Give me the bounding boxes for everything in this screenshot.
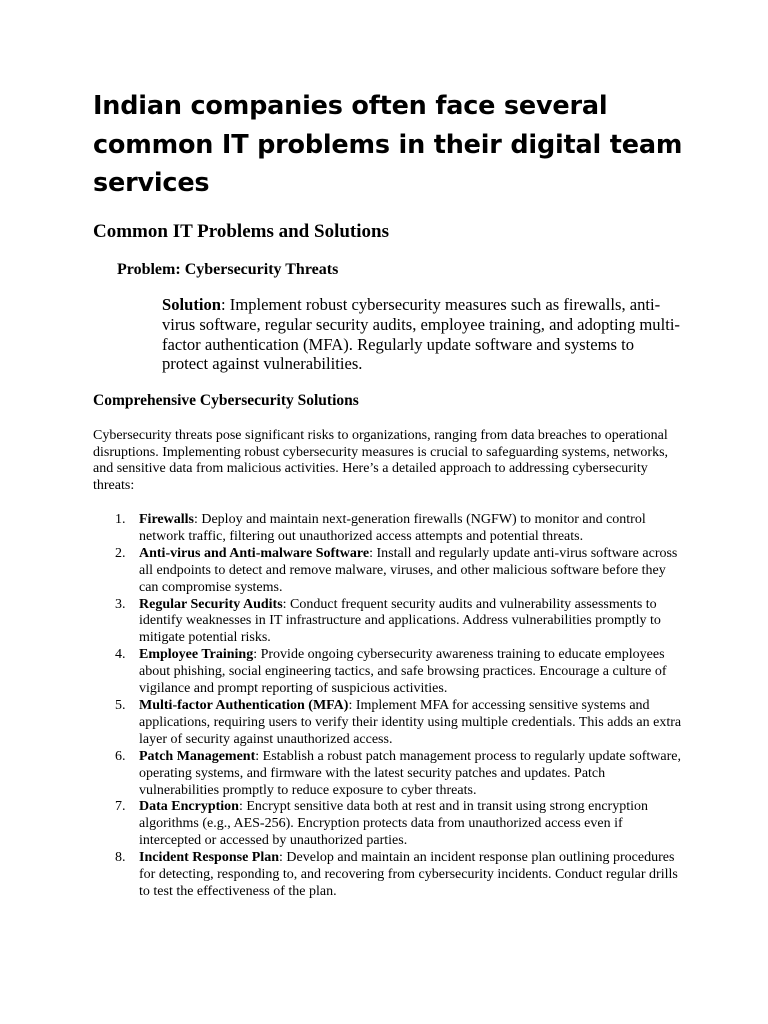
list-item-number: 8. bbox=[115, 850, 126, 866]
list-item-term: Patch Management bbox=[139, 748, 256, 764]
intro-paragraph: Cybersecurity threats pose significant risks to organizations, ranging from data breaches to operational disruptions. Implementing robust cybersecurity measures is crucial to safeguarding systems, networks, and sensitive data from malicious activities. Here’s a detailed approach to addressing cybersecurity threats: bbox=[93, 428, 669, 494]
list-item-number: 5. bbox=[115, 697, 126, 713]
list-item bbox=[93, 647, 683, 698]
list-item-text: : Implement MFA for accessing sensitive systems and applications, requiring users to verify their identity using multiple credentials. This adds an extra layer of security against unauthorized access. bbox=[139, 697, 682, 747]
list-item bbox=[93, 546, 683, 597]
list-item-text: : Establish a robust patch management process to regularly update software, operating systems, and firmware with the latest security patches and updates. Patch vulnerabilities promptly to reduce exposure to cyber threats. bbox=[139, 748, 681, 798]
list-item-text: : Install and regularly update anti-virus software across all endpoints to detect and remove malware, viruses, and other malicious software before they can compromise systems. bbox=[139, 545, 678, 595]
solution-text: : Implement robust cybersecurity measures such as firewalls, anti-virus software, regular security audits, employee training, and adopting multi-factor authentication (MFA). Regularly update software and systems to protect against vulnerabilities. bbox=[162, 295, 680, 374]
subsection-heading: Comprehensive Cybersecurity Solutions bbox=[93, 392, 359, 409]
list-item-number: 6. bbox=[115, 748, 126, 764]
solution-label: Solution bbox=[162, 295, 222, 314]
list-item-text: : Conduct frequent security audits and vulnerability assessments to identify weaknesses in IT infrastructure and applications. Address vulnerabilities promptly to mitigate potential risks. bbox=[139, 596, 661, 646]
section-heading: Common IT Problems and Solutions bbox=[93, 221, 389, 242]
list-item-text: : Encrypt sensitive data both at rest and in transit using strong encryption algorithms (e.g., AES-256). Encryption protects data from unauthorized access even if intercepted or accessed by unauthorized parties. bbox=[139, 799, 648, 849]
list-item bbox=[93, 850, 683, 901]
list-item bbox=[93, 698, 683, 749]
list-item-term: Anti-virus and Anti-malware Software bbox=[139, 545, 370, 561]
list-item-text: : Provide ongoing cybersecurity awareness training to educate employees about phishing, social engineering tactics, and safe browsing practices. Encourage a culture of vigilance and prompt reporting of suspicious activities. bbox=[139, 647, 667, 697]
list-item-term: Incident Response Plan bbox=[139, 850, 280, 866]
list-item-number: 3. bbox=[115, 596, 126, 612]
list-item-term: Employee Training bbox=[139, 647, 254, 663]
solutions-list bbox=[93, 512, 683, 901]
list-item-text: : Deploy and maintain next-generation firewalls (NGFW) to monitor and control network traffic, filtering out unauthorized access attempts and potential threats. bbox=[139, 512, 646, 544]
solution-paragraph bbox=[162, 295, 682, 374]
list-item-term: Regular Security Audits bbox=[139, 596, 283, 612]
list-item-number: 2. bbox=[115, 545, 126, 561]
list-item-term: Multi-factor Authentication (MFA) bbox=[139, 697, 349, 713]
list-item-number: 4. bbox=[115, 647, 126, 663]
list-item bbox=[93, 512, 683, 546]
list-item-number: 7. bbox=[115, 799, 126, 815]
problem-heading: Problem: Cybersecurity Threats bbox=[117, 261, 339, 278]
list-item-term: Data Encryption bbox=[139, 799, 239, 815]
list-item-text: : Develop and maintain an incident response plan outlining procedures for detecting, responding to, and recovering from cybersecurity incidents. Conduct regular drills to test the effectiveness of the plan. bbox=[139, 850, 678, 899]
list-item bbox=[93, 799, 683, 850]
list-item bbox=[93, 749, 683, 800]
document-title: Indian companies often face several common IT problems in their digital team services bbox=[93, 91, 683, 198]
list-item-term: Firewalls bbox=[139, 512, 194, 527]
list-item bbox=[93, 597, 683, 648]
list-item-number: 1. bbox=[115, 512, 126, 527]
